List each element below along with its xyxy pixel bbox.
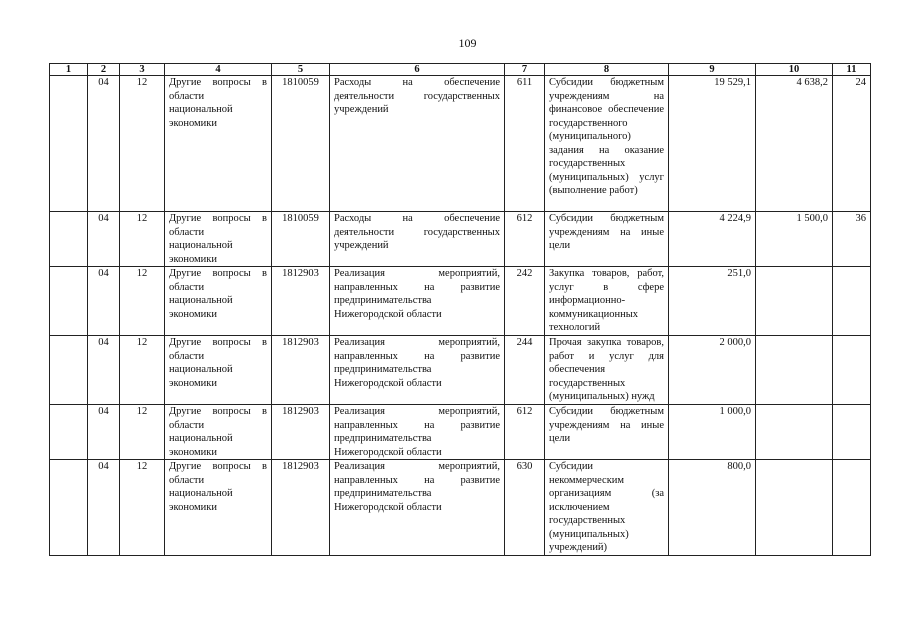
header-row <box>50 64 871 76</box>
cell-section: 04 <box>88 212 120 267</box>
cell-amount: 2 000,0 <box>669 336 756 405</box>
cell-subsection: 12 <box>120 212 165 267</box>
cell-expense-code: 612 <box>505 212 545 267</box>
cell-target-name: Реализация мероприятий, направленных на развитие предпринимательства Нижегородской области <box>330 267 505 336</box>
column-header: 10 <box>756 64 833 76</box>
cell-section-name: Другие вопросы в области национальной экономики <box>165 460 272 556</box>
cell-section: 04 <box>88 336 120 405</box>
cell-amount: 4 224,9 <box>669 212 756 267</box>
cell-target-code: 1812903 <box>272 405 330 460</box>
cell-expense-name: Субсидии бюджетным учреждениям на иные цели <box>545 405 669 460</box>
cell-section-name: Другие вопросы в области национальной экономики <box>165 405 272 460</box>
cell-amount: 19 529,1 <box>669 76 756 212</box>
cell-subsection: 12 <box>120 336 165 405</box>
column-header: 11 <box>833 64 871 76</box>
column-header: 5 <box>272 64 330 76</box>
page-number: 109 <box>458 36 477 50</box>
cell-amount-2 <box>756 460 833 556</box>
cell-section: 04 <box>88 405 120 460</box>
cell-subsection: 12 <box>120 405 165 460</box>
cell-empty <box>50 460 88 556</box>
cell-empty <box>50 336 88 405</box>
table-row <box>50 76 871 212</box>
cell-expense-name: Субсидии некоммерческим организациям (за исключением государственных (муниципальных) учреждений) <box>545 460 669 556</box>
column-header: 8 <box>545 64 669 76</box>
table-row <box>50 405 871 460</box>
table-row <box>50 336 871 405</box>
column-header: 7 <box>505 64 545 76</box>
cell-empty <box>50 405 88 460</box>
cell-target-code: 1812903 <box>272 336 330 405</box>
cell-amount: 251,0 <box>669 267 756 336</box>
cell-section-name: Другие вопросы в области национальной экономики <box>165 267 272 336</box>
cell-subsection: 12 <box>120 76 165 212</box>
cell-expense-code: 242 <box>505 267 545 336</box>
budget-table <box>49 63 871 556</box>
cell-amount-2: 1 500,0 <box>756 212 833 267</box>
cell-expense-name: Субсидии бюджетным учреждениям на финансовое обеспечение государственного (муниципального) задания на оказание государственных (муниципальных) услуг (выполнение работ) <box>545 76 669 212</box>
cell-subsection: 12 <box>120 460 165 556</box>
cell-expense-code: 630 <box>505 460 545 556</box>
cell-section: 04 <box>88 267 120 336</box>
column-header: 9 <box>669 64 756 76</box>
cell-subsection: 12 <box>120 267 165 336</box>
cell-percent: 36 <box>833 212 871 267</box>
cell-target-name: Реализация мероприятий, направленных на развитие предпринимательства Нижегородской области <box>330 405 505 460</box>
cell-target-name: Расходы на обеспечение деятельности государственных учреждений <box>330 76 505 212</box>
cell-section-name: Другие вопросы в области национальной экономики <box>165 336 272 405</box>
cell-percent <box>833 267 871 336</box>
cell-expense-name: Прочая закупка товаров, работ и услуг для обеспечения государственных (муниципальных) нужд <box>545 336 669 405</box>
cell-section-name: Другие вопросы в области национальной экономики <box>165 212 272 267</box>
cell-empty <box>50 76 88 212</box>
cell-empty <box>50 212 88 267</box>
cell-amount-2: 4 638,2 <box>756 76 833 212</box>
column-header: 6 <box>330 64 505 76</box>
cell-amount-2 <box>756 267 833 336</box>
cell-percent <box>833 460 871 556</box>
column-header: 4 <box>165 64 272 76</box>
cell-expense-name: Закупка товаров, работ, услуг в сфере информационно-коммуникационных технологий <box>545 267 669 336</box>
cell-expense-code: 611 <box>505 76 545 212</box>
cell-percent <box>833 336 871 405</box>
cell-target-name: Расходы на обеспечение деятельности государственных учреждений <box>330 212 505 267</box>
cell-amount-2 <box>756 405 833 460</box>
cell-amount-2 <box>756 336 833 405</box>
column-header: 3 <box>120 64 165 76</box>
cell-expense-name: Субсидии бюджетным учреждениям на иные цели <box>545 212 669 267</box>
table-row <box>50 460 871 556</box>
cell-amount: 800,0 <box>669 460 756 556</box>
cell-target-code: 1812903 <box>272 460 330 556</box>
cell-amount: 1 000,0 <box>669 405 756 460</box>
cell-expense-code: 244 <box>505 336 545 405</box>
column-header: 1 <box>50 64 88 76</box>
cell-target-name: Реализация мероприятий, направленных на развитие предпринимательства Нижегородской области <box>330 336 505 405</box>
cell-target-code: 1810059 <box>272 76 330 212</box>
cell-section: 04 <box>88 460 120 556</box>
table-row <box>50 267 871 336</box>
cell-percent: 24 <box>833 76 871 212</box>
cell-section: 04 <box>88 76 120 212</box>
cell-section-name: Другие вопросы в области национальной экономики <box>165 76 272 212</box>
cell-empty <box>50 267 88 336</box>
column-header: 2 <box>88 64 120 76</box>
cell-expense-code: 612 <box>505 405 545 460</box>
table-row <box>50 212 871 267</box>
cell-target-code: 1810059 <box>272 212 330 267</box>
cell-target-code: 1812903 <box>272 267 330 336</box>
cell-target-name: Реализация мероприятий, направленных на развитие предпринимательства Нижегородской области <box>330 460 505 556</box>
cell-percent <box>833 405 871 460</box>
